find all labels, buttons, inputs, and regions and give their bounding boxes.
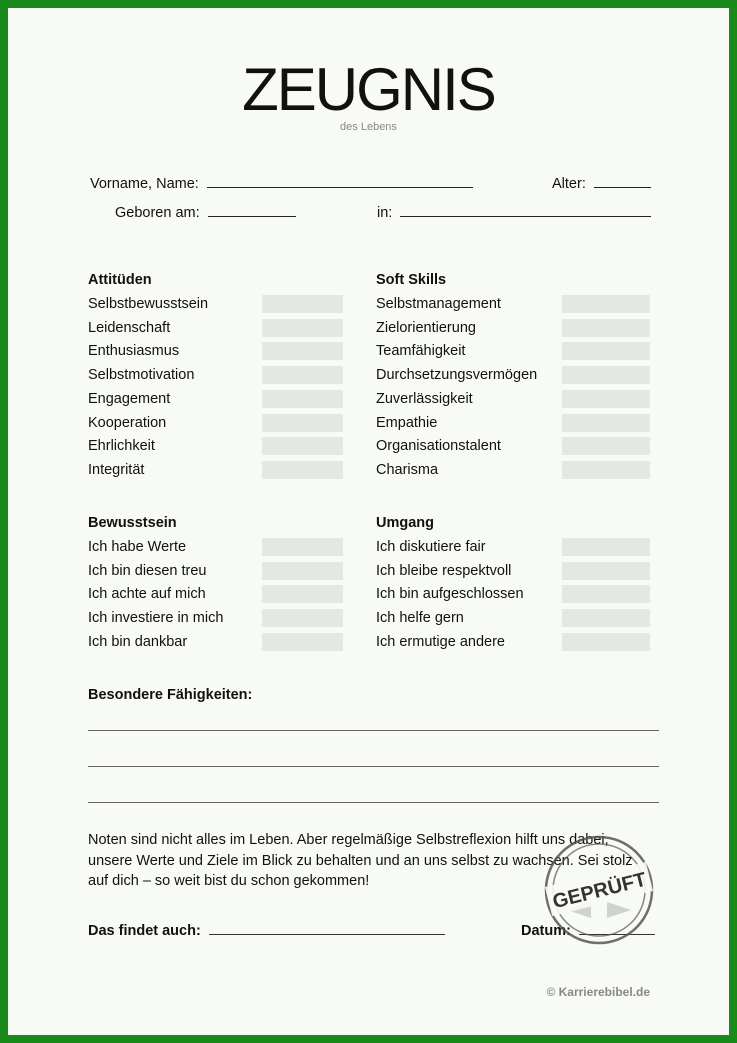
special-skills-heading: Besondere Fähigkeiten: <box>88 687 253 703</box>
attitudes-heading: Attitüden <box>88 272 152 288</box>
rating-box[interactable] <box>562 562 650 580</box>
rating-box[interactable] <box>262 366 343 384</box>
rating-label: Ich investiere in mich <box>88 610 224 627</box>
rating-box[interactable] <box>562 390 650 408</box>
rating-box[interactable] <box>262 295 343 313</box>
rating-label: Durchsetzungsvermögen <box>376 367 538 384</box>
note-line: auf dich – so weit bist du schon gekommen! <box>88 873 370 889</box>
rating-box[interactable] <box>262 390 343 408</box>
rating-box[interactable] <box>562 585 650 603</box>
rating-label: Engagement <box>88 390 171 407</box>
rating-label: Zuverlässigkeit <box>376 390 473 407</box>
rating-box[interactable] <box>262 562 343 580</box>
rating-box[interactable] <box>562 295 650 313</box>
rating-label: Selbstmotivation <box>88 367 195 384</box>
name-field <box>90 173 473 192</box>
rating-label: Ich ermutige andere <box>376 633 505 650</box>
age-input-line[interactable] <box>594 173 651 188</box>
special-skills-line[interactable] <box>88 730 659 731</box>
rating-label: Ich bin aufgeschlossen <box>376 586 524 603</box>
interaction-heading: Umgang <box>376 515 434 531</box>
rating-box[interactable] <box>262 437 343 455</box>
rating-box[interactable] <box>262 342 343 360</box>
document-subtitle: des Lebens <box>340 121 397 133</box>
rating-box[interactable] <box>262 538 343 556</box>
birthdate-input-line[interactable] <box>208 202 296 217</box>
special-skills-line[interactable] <box>88 802 659 803</box>
approved-stamp <box>543 834 655 946</box>
rating-box[interactable] <box>562 461 650 479</box>
rating-label: Selbstmanagement <box>376 296 501 312</box>
rating-box[interactable] <box>262 609 343 627</box>
soft-skills-heading: Soft Skills <box>376 272 447 288</box>
birthdate-label: Geboren am: <box>115 205 200 221</box>
birthdate-field <box>115 202 296 221</box>
birthplace-field <box>377 202 651 221</box>
document-title: ZEUGNIS <box>242 56 495 123</box>
rating-label: Charisma <box>376 461 439 478</box>
rating-label: Ich helfe gern <box>376 610 464 627</box>
rating-label: Zielorientierung <box>376 319 476 336</box>
rating-box[interactable] <box>562 366 650 384</box>
rating-box[interactable] <box>262 461 343 479</box>
agree-signature-line[interactable] <box>209 920 445 935</box>
rating-box[interactable] <box>262 633 343 651</box>
rating-label: Ich bleibe respektvoll <box>376 562 512 579</box>
rating-label: Kooperation <box>88 414 167 431</box>
date-label: Datum: <box>521 923 571 939</box>
rating-label: Ich bin diesen treu <box>88 562 207 579</box>
copyright-footer: © Karrierebibel.de <box>546 985 650 999</box>
birthplace-input-line[interactable] <box>400 202 651 217</box>
name-label: Vorname, Name: <box>90 176 199 192</box>
age-label: Alter: <box>552 176 586 192</box>
rating-label: Ich bin dankbar <box>88 633 188 650</box>
rating-label: Ich diskutiere fair <box>376 539 486 555</box>
rating-label: Ich achte auf mich <box>88 586 206 603</box>
rating-box[interactable] <box>562 633 650 651</box>
rating-label: Empathie <box>376 414 438 431</box>
rating-box[interactable] <box>562 319 650 337</box>
stamp-text: GEPRÜFT <box>550 868 649 914</box>
rating-label: Integrität <box>88 461 145 478</box>
rating-label: Ich habe Werte <box>88 539 187 555</box>
rating-box[interactable] <box>262 414 343 432</box>
rating-label: Leidenschaft <box>88 319 171 336</box>
age-field <box>552 173 651 192</box>
rating-box[interactable] <box>562 414 650 432</box>
note-line: Noten sind nicht alles im Leben. Aber regelmäßige Selbstreflexion hilft uns dabei, <box>88 832 609 848</box>
special-skills-line[interactable] <box>88 766 659 767</box>
rating-box[interactable] <box>562 437 650 455</box>
rating-label: Ehrlichkeit <box>88 438 155 455</box>
rating-box[interactable] <box>562 609 650 627</box>
rating-box[interactable] <box>562 538 650 556</box>
rating-label: Enthusiasmus <box>88 343 180 360</box>
agree-field <box>88 920 445 939</box>
name-input-line[interactable] <box>207 173 473 188</box>
rating-box[interactable] <box>262 319 343 337</box>
agree-label: Das findet auch: <box>88 923 201 939</box>
awareness-heading: Bewusstsein <box>88 515 177 531</box>
note-line: unsere Werte und Ziele im Blick zu behalten und an uns selbst zu wachsen. Sei stolz <box>88 852 633 869</box>
rating-box[interactable] <box>562 342 650 360</box>
birthplace-label: in: <box>377 205 393 221</box>
rating-label: Organisationstalent <box>376 438 501 455</box>
rating-label: Selbstbewusstsein <box>88 296 209 312</box>
certificate-sheet <box>8 8 729 1035</box>
rating-box[interactable] <box>262 585 343 603</box>
rating-label: Teamfähigkeit <box>376 343 466 360</box>
